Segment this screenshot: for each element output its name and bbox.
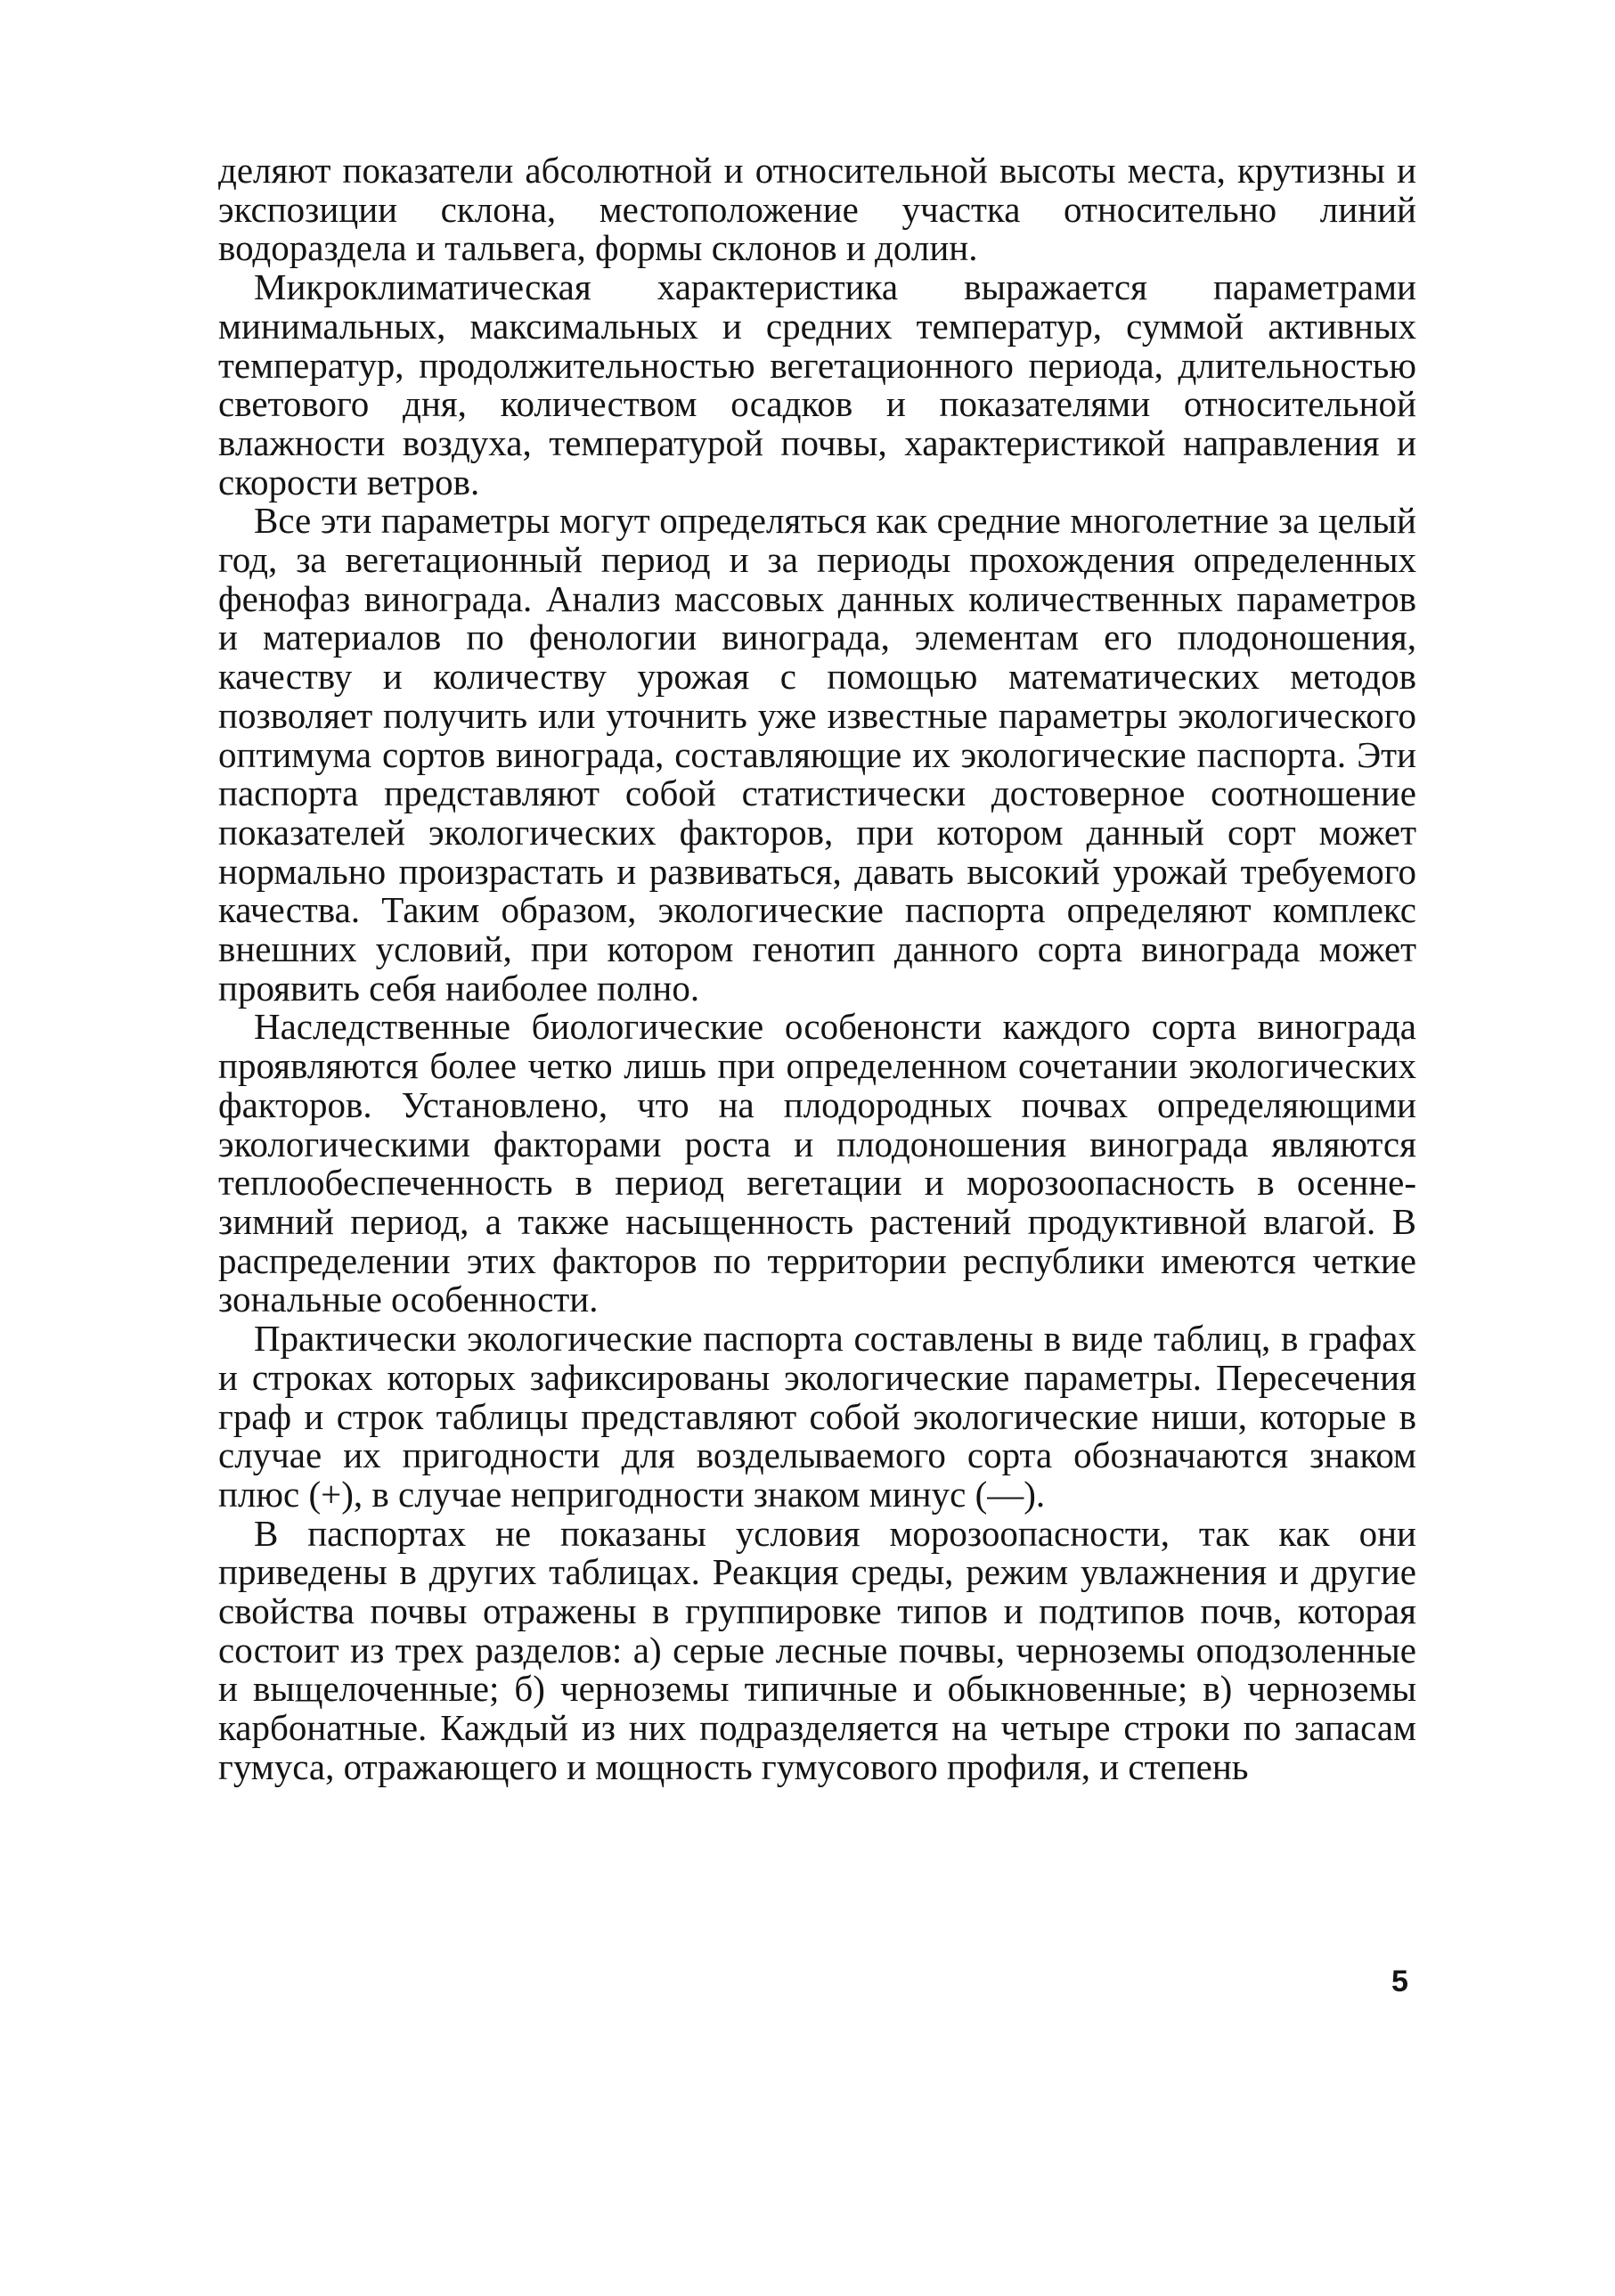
paragraph-3: Все эти параметры могут определяться как средние многолетние за целый год, за вегетационный период и за периоды прохождения определенных фенофаз винограда. Анализ массовых данных количественных параметров и материалов по фенологии винограда, элементам его плодоношения, качеству и количеству урожая с помощью математических методов позволяет получить или уточнить уже известные параметры экологического оптимума сортов винограда, составляющие их экологические паспорта. Эти паспорта представляют собой статистически достоверное соотношение показателей экологических факторов, при котором данный сорт может нормально произрастать и развиваться, давать высокий урожай требуемого качества. Таким образом, экологические паспорта определяют комплекс внешних условий, при котором генотип данного сорта винограда может проявить себя наиболее полно. <box>218 500 1416 1009</box>
paragraph-2: Микроклиматическая характеристика выражается параметрами минимальных, максимальных и средних температур, суммой активных температур, продолжительностью вегетационного периода, длительностью светового дня, количеством осадков и показателями относительной влажности воздуха, температурой почвы, характеристикой направления и скорости ветров. <box>218 266 1416 503</box>
paragraph-5: Практически экологические паспорта составлены в виде таблиц, в графах и строках которых зафиксированы экологические параметры. Пересечения граф и строк таблицы представляют собой экологические ниши, которые в случае их пригодности для возделываемого сорта обозначаются знаком плюс (+), в случае непригодности знаком минус (—). <box>218 1318 1416 1515</box>
paragraph-4: Наследственные биологические особенонсти каждого сорта винограда проявляются более четко лишь при определенном сочетании экологических факторов. Установлено, что на плодородных почвах определяющими экологическими факторами роста и плодоношения винограда являются теплообеспеченность в период вегетации и морозоопасность в осенне-зимний период, а также насыщенность растений продуктивной влагой. В распределении этих факторов по территории республики имеются четкие зональные особенности. <box>218 1006 1416 1320</box>
paragraph-1: деляют показатели абсолютной и относительной высоты места, крутизны и экспозиции склона, местоположение участка относительно линий водораздела и тальвега, формы склонов и долин. <box>218 150 1416 269</box>
page-number: 5 <box>1391 1965 1408 1998</box>
paragraph-6: В паспортах не показаны условия морозоопасности, так как они приведены в других таблицах. Реакция среды, режим увлажнения и другие свойства почвы отражены в группировке типов и подтипов почв, которая состоит из трех разделов: а) серые лесные почвы, черноземы оподзоленные и выщелоченные; б) черноземы типичные и обыкновенные; в) черноземы карбонатные. Каждый из них подразделяется на четыре строки по запасам гумуса, отражающего и мощность гумусового профиля, и степень <box>218 1512 1416 1787</box>
page-text-block <box>218 151 1416 1787</box>
